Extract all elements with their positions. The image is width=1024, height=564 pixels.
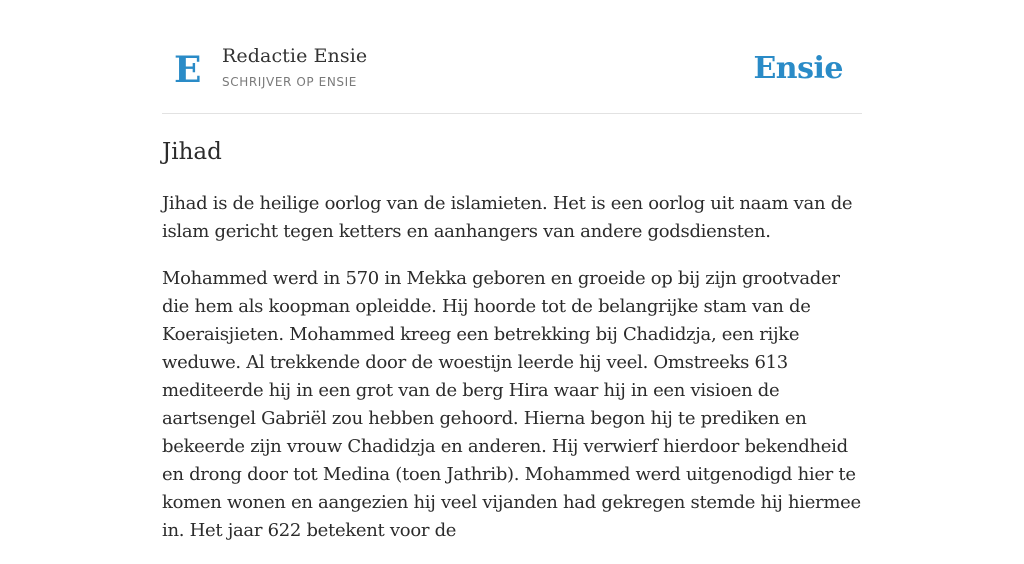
author-header [162,0,862,114]
author-name[interactable]: Redactie Ensie [222,45,368,67]
article-title: Jihad [162,139,222,165]
article-paragraph: Jihad is de heilige oorlog van de islamieten. Het is een oorlog uit naam van de islam gericht tegen ketters en aanhangers van andere godsdiensten. [162,193,853,242]
article-body [162,190,862,564]
author-role: SCHRIJVER OP ENSIE [222,75,357,89]
article-paragraph: Mohammed werd in 570 in Mekka geboren en groeide op bij zijn grootvader die hem als koopman opleidde. Hij hoorde tot de belangrijke stam van de Koeraisjieten. Mohammed kreeg een betrekking bij Chadidzja, een rijke weduwe. Al trekkende door de woestijn leerde hij veel. Omstreeks 613 mediteerde hij in een grot van de berg Hira waar hij in een visioen de aartsengel Gabriël zou hebben gehoord. Hierna begon hij te prediken en bekeerde zijn vrouw Chadidzja en anderen. Hij verwierf hierdoor bekendheid en drong door tot Medina (toen Jathrib). Mohammed werd uitgenodigd hier te komen wonen en aangezien hij veel vijanden had gekregen stemde hij hiermee in. Het jaar 622 betekent voor de [162,268,861,541]
brand-logo[interactable]: Ensie [753,51,843,86]
article-card [162,0,862,541]
author-avatar[interactable]: E [174,49,202,91]
